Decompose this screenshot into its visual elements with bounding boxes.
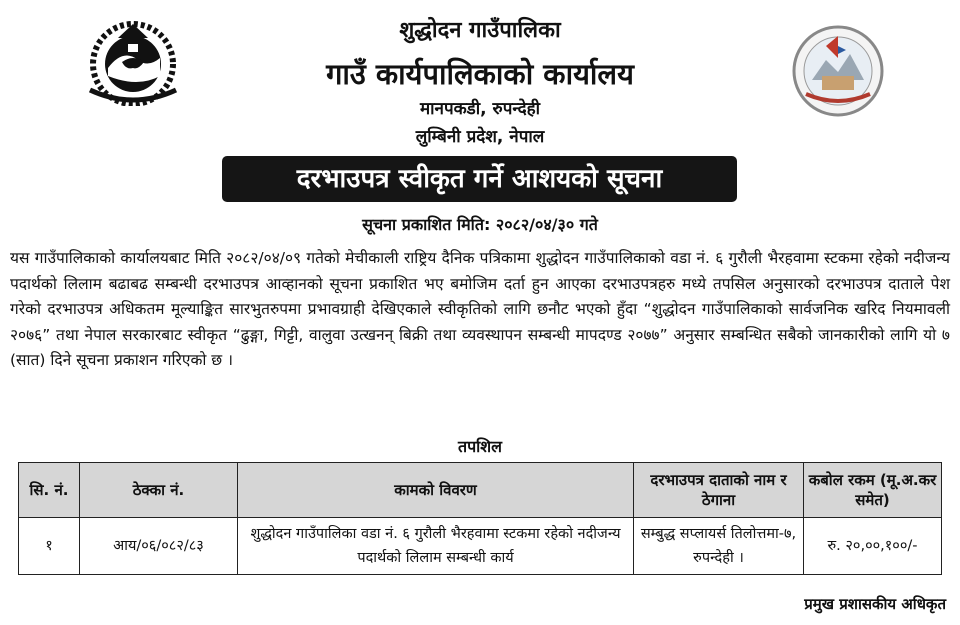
cell-description: शुद्धोदन गाउँपालिका वडा नं. ६ गुरौली भैरहवामा स्टकमा रहेको नदीजन्य पदार्थको लिलाम सम्बन्धी कार्य (238, 518, 634, 575)
signatory: प्रमुख प्रशासकीय अधिकृत (804, 595, 946, 613)
header-sn: सि. नं. (19, 463, 80, 518)
municipality-name: शुद्धोदन गाउँपालिका (399, 18, 561, 43)
office-province: लुम्बिनी प्रदेश, नेपाल (415, 127, 545, 147)
letterhead (0, 0, 960, 150)
cell-contract: आय/०६/०८२/८३ (80, 518, 238, 575)
cell-sn: १ (19, 518, 80, 575)
header-bidder: दरभाउपत्र दाताको नाम र ठेगाना (634, 463, 804, 518)
header-contract: ठेक्का नं. (80, 463, 238, 518)
table-caption: तपशिल (457, 437, 503, 456)
office-name: गाउँ कार्यपालिकाको कार्यालय (326, 57, 634, 91)
header-amount: कबोल रकम (मू.अ.कर समेत) (804, 463, 942, 518)
table-row (19, 518, 942, 575)
notice-title: दरभाउपत्र स्वीकृत गर्ने आशयको सूचना (222, 156, 737, 202)
notice-body: यस गाउँपालिकाको कार्यालयबाट मिति २०८२/०४/०९ गतेको मेचीकाली राष्ट्रिय दैनिक पत्रिकामा शुद्धोदन गाउँपालिकाको वडा नं. ६ गुरौली भैरहवामा स्टकमा रहेको नदीजन्य पदार्थको लिलाम बढाबढ सम्बन्धी दरभाउपत्र आव्हानको सूचना प्रकाशित भए बमोजिम दर्ता हुन आएका दरभाउपत्रहरु मध्ये तपसिल अनुसारको दरभाउपत्र दाताले पेश गरेको दरभाउपत्र अधिकतम मूल्याङ्कित सारभुतरुपमा प्रभावग्राही देखिएकाले स्वीकृतिको लागि छनौट भएको हुँदा “शुद्धोदन गाउँपालिकाको सार्वजनिक खरिद नियमावली २०७६” तथा नेपाल सरकारबाट स्वीकृत “ढुङ्गा, गिट्टी, वालुवा उत्खनन् बिक्री तथा व्यवस्थापन सम्बन्धी मापदण्ड २०७७” अनुसार सम्बन्धित सबैको जानकारीको लागि यो ७ (सात) दिने सूचना प्रकाशन गरिएको छ । (10, 249, 950, 370)
details-table (18, 462, 942, 575)
header-description: कामको विवरण (238, 463, 634, 518)
cell-bidder: सम्बुद्ध सप्लायर्स तिलोत्तमा-७, रुपन्देही । (634, 518, 804, 575)
table-header-row (19, 463, 942, 518)
published-date: सूचना प्रकाशित मिति: २०८२/०४/३० गते (362, 215, 598, 234)
office-address: मानपकडी, रुपन्देही (419, 99, 541, 119)
cell-amount: रु. २०,००,१००/- (804, 518, 942, 575)
